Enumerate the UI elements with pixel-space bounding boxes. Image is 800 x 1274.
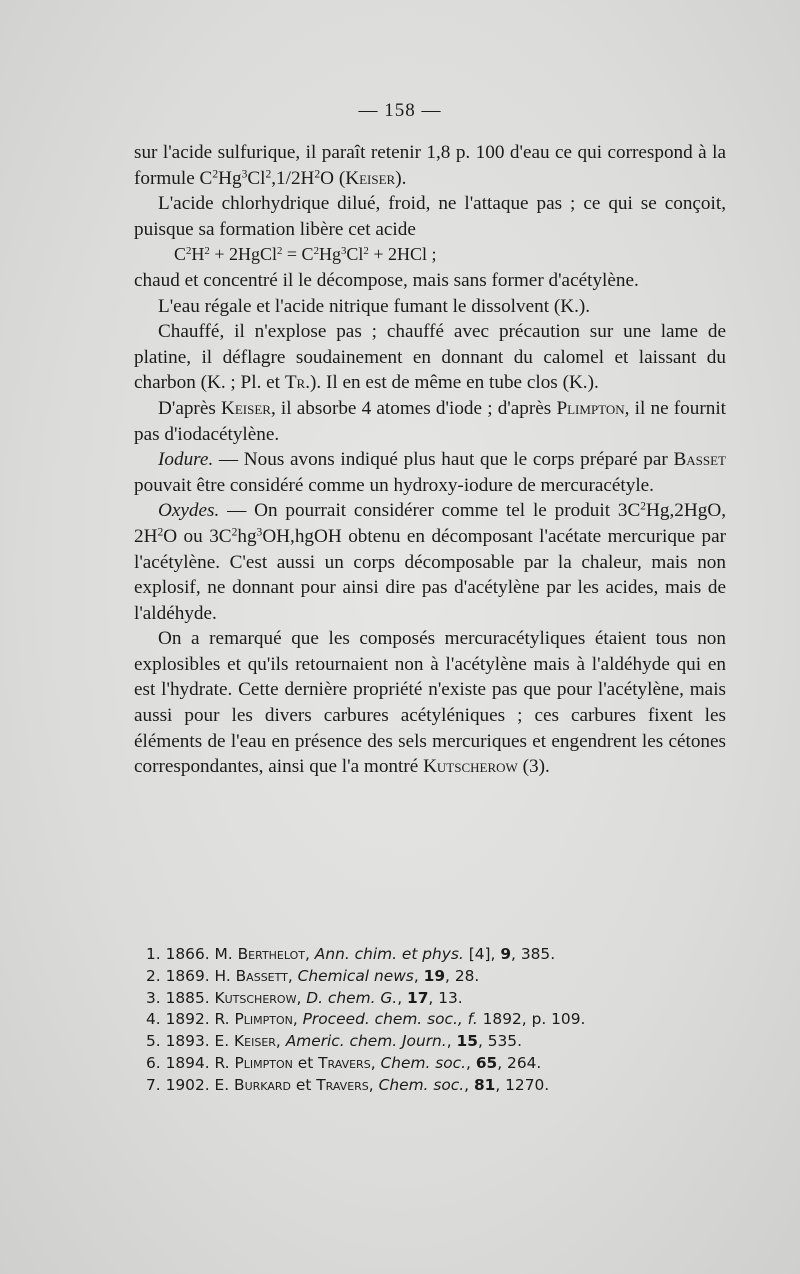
footnote bbox=[146, 988, 706, 1010]
superscript: 2 bbox=[231, 526, 238, 539]
text-run: , bbox=[464, 1075, 474, 1094]
superscript: 2 bbox=[363, 245, 369, 258]
text-run: 1. 1866. M. bbox=[146, 945, 238, 963]
superscript: 2 bbox=[204, 245, 210, 258]
author-name: Berthelot bbox=[237, 945, 305, 963]
text-run: pouvait être considéré comme un hydroxy-iodure de mercuracétyle. bbox=[134, 474, 654, 496]
text-run: O ou 3C bbox=[163, 525, 232, 547]
paragraph bbox=[134, 140, 726, 191]
chemical-equation bbox=[134, 242, 726, 268]
volume-number: 19 bbox=[423, 966, 446, 985]
paragraph bbox=[134, 626, 726, 780]
superscript: 3 bbox=[340, 245, 347, 258]
text-run: Cl bbox=[247, 167, 266, 189]
text-run: L'acide chlorhydrique dilué, froid, ne l'attaque pas ; ce qui se conçoit, puisque sa formation libère cet acide bbox=[134, 193, 726, 240]
text-run: 6. 1894. R. bbox=[146, 1053, 235, 1072]
text-run: , bbox=[305, 945, 315, 963]
superscript: 3 bbox=[256, 526, 263, 539]
footnote bbox=[146, 1031, 706, 1053]
text-run: OH,hgOH obtenu en décomposant l'acétate mercurique par l'acétylène. C'est aussi un corps décomposable par la chaleur, mais non explosif, ne donnant pour ainsi dire pas d'acétylène par les acides, mais de l'aldéhyde. bbox=[134, 525, 726, 624]
author-name: Plimpton bbox=[556, 397, 625, 419]
text-run: 3. 1885. bbox=[146, 988, 215, 1007]
text-run: , bbox=[413, 966, 424, 985]
italic-text: Ann. chim. et phys. bbox=[314, 945, 464, 963]
text-run: 7. 1902. E. bbox=[146, 1075, 235, 1094]
text-run: , bbox=[466, 1053, 476, 1072]
paragraph bbox=[134, 294, 726, 320]
superscript: 3 bbox=[241, 168, 248, 181]
italic-text: Oxydes. bbox=[158, 500, 220, 522]
text-run: 1892, p. 109. bbox=[477, 1010, 586, 1029]
superscript: 2 bbox=[157, 526, 164, 539]
text-run: , 1270. bbox=[495, 1075, 550, 1094]
superscript: 2 bbox=[212, 168, 219, 181]
italic-text: Proceed. chem. soc., f. bbox=[302, 1010, 478, 1029]
paragraph bbox=[134, 498, 726, 626]
text-run: ). bbox=[395, 167, 407, 189]
text-run: et bbox=[292, 1053, 319, 1072]
superscript: 2 bbox=[313, 245, 319, 258]
author-name: Kutscherow bbox=[423, 756, 518, 778]
volume-number: 65 bbox=[475, 1053, 498, 1072]
text-run: + 2HCl ; bbox=[368, 244, 437, 265]
text-run: , il absorbe 4 atomes d'iode ; d'après bbox=[270, 397, 557, 419]
text-run: L'eau régale et l'acide nitrique fumant le dissolvent (K.). bbox=[158, 295, 591, 317]
footnotes bbox=[146, 944, 706, 1097]
text-run: (3). bbox=[517, 756, 550, 778]
text-run: , 13. bbox=[428, 988, 463, 1007]
text-run: 5. 1893. E. bbox=[146, 1032, 235, 1051]
text-run: = C bbox=[282, 244, 314, 265]
author-name: Keiser bbox=[220, 397, 271, 419]
text-run: [4], bbox=[463, 945, 501, 963]
text-run: Cl bbox=[346, 244, 364, 265]
author-name: Kutscherow bbox=[214, 988, 297, 1007]
text-run: O ( bbox=[320, 167, 346, 189]
superscript: 2 bbox=[277, 245, 283, 258]
italic-text: Chem. soc. bbox=[378, 1075, 465, 1094]
text-run: , bbox=[275, 1032, 286, 1051]
text-run: H bbox=[191, 244, 205, 265]
author-name: Plimpton bbox=[234, 1053, 293, 1072]
text-run: + 2HgCl bbox=[209, 244, 277, 265]
italic-text: Chem. soc. bbox=[380, 1053, 467, 1072]
text-run: , bbox=[292, 1010, 303, 1029]
text-run: , bbox=[287, 966, 298, 985]
footnote bbox=[146, 966, 706, 988]
text-run: , 385. bbox=[511, 945, 556, 963]
text-run: , bbox=[397, 988, 407, 1007]
author-name: Travers bbox=[318, 1053, 371, 1072]
author-name: Keiser bbox=[345, 167, 396, 189]
text-run: On a remarqué que les composés mercuracétyliques étaient tous non explosibles et qu'ils retournaient non à l'acétylène mais à l'aldéhyde qui en est l'hydrate. Cette dernière propriété n'existe pas que pour l'acétylène, mais aussi pour les divers carbures acétyléniques ; ces carbures fixent les éléments de l'eau en présence des sels mercuriques et engendrent les cétones correspondantes, ainsi que l'a montré bbox=[134, 628, 726, 778]
text-run: Hg,2HgO, 2H bbox=[134, 500, 726, 547]
italic-text: Chemical news bbox=[297, 966, 414, 985]
main-text bbox=[134, 140, 726, 780]
paragraph bbox=[134, 396, 726, 447]
author-name: Basset bbox=[673, 449, 726, 471]
superscript: 2 bbox=[265, 168, 272, 181]
footnote bbox=[146, 944, 706, 966]
text-run: et bbox=[290, 1075, 317, 1094]
superscript: 2 bbox=[640, 500, 647, 513]
paragraph bbox=[134, 319, 726, 396]
paragraph bbox=[134, 191, 726, 242]
text-run: Chauffé, il n'explose pas ; chauffé avec précaution sur une lame de platine, il déflagre soudainement en donnant du calomel et laissant du charbon (K. ; Pl. et bbox=[134, 321, 726, 394]
superscript: 2 bbox=[314, 168, 321, 181]
text-run: , 28. bbox=[445, 966, 480, 985]
text-run: , 535. bbox=[477, 1032, 522, 1051]
text-run: hg bbox=[237, 525, 257, 547]
author-name: Plimpton bbox=[234, 1010, 293, 1029]
author-name: Tr bbox=[284, 372, 306, 394]
author-name: Keiser bbox=[234, 1032, 276, 1051]
footnote bbox=[146, 1009, 706, 1031]
text-run: D'après bbox=[158, 397, 221, 419]
italic-text: D. chem. G. bbox=[306, 988, 398, 1007]
author-name: Travers bbox=[316, 1075, 369, 1094]
text-run: — On pourrait considérer comme tel le produit 3C bbox=[219, 500, 641, 522]
text-run: chaud et concentré il le décompose, mais sans former d'acétylène. bbox=[134, 269, 639, 291]
text-run: C bbox=[174, 244, 187, 265]
text-run: , bbox=[370, 1053, 381, 1072]
text-run: , bbox=[446, 1032, 457, 1051]
paragraph bbox=[134, 447, 726, 498]
text-run: Hg bbox=[218, 167, 242, 189]
volume-number: 9 bbox=[500, 945, 512, 963]
superscript: 2 bbox=[186, 245, 192, 258]
text-run: , 264. bbox=[497, 1053, 542, 1072]
text-run: , il ne fournit pas d'iodacétylène. bbox=[134, 397, 726, 445]
text-run: Hg bbox=[318, 244, 341, 265]
page-number: — 158 — bbox=[358, 100, 442, 121]
text-run: 2. 1869. H. bbox=[146, 966, 236, 985]
text-run: 4. 1892. R. bbox=[146, 1010, 235, 1029]
footnote bbox=[146, 1053, 706, 1075]
text-run: , bbox=[296, 988, 307, 1007]
text-run: , bbox=[368, 1075, 379, 1094]
volume-number: 17 bbox=[406, 988, 429, 1007]
author-name: Burkard bbox=[234, 1075, 291, 1094]
volume-number: 81 bbox=[473, 1075, 496, 1094]
volume-number: 15 bbox=[456, 1032, 478, 1051]
text-run: .). Il en est de même en tube clos (K.). bbox=[305, 372, 599, 394]
author-name: Bassett bbox=[235, 966, 288, 985]
italic-text: Americ. chem. Journ. bbox=[285, 1032, 447, 1051]
italic-text: Iodure. bbox=[158, 449, 214, 471]
footnote bbox=[146, 1075, 706, 1097]
paragraph bbox=[134, 268, 726, 294]
text-run: sur l'acide sulfurique, il paraît retenir 1,8 p. 100 d'eau ce qui correspond à la formule C bbox=[134, 142, 726, 189]
text-run: ,1/2H bbox=[271, 167, 315, 189]
text-run: — Nous avons indiqué plus haut que le corps préparé par bbox=[213, 449, 674, 471]
